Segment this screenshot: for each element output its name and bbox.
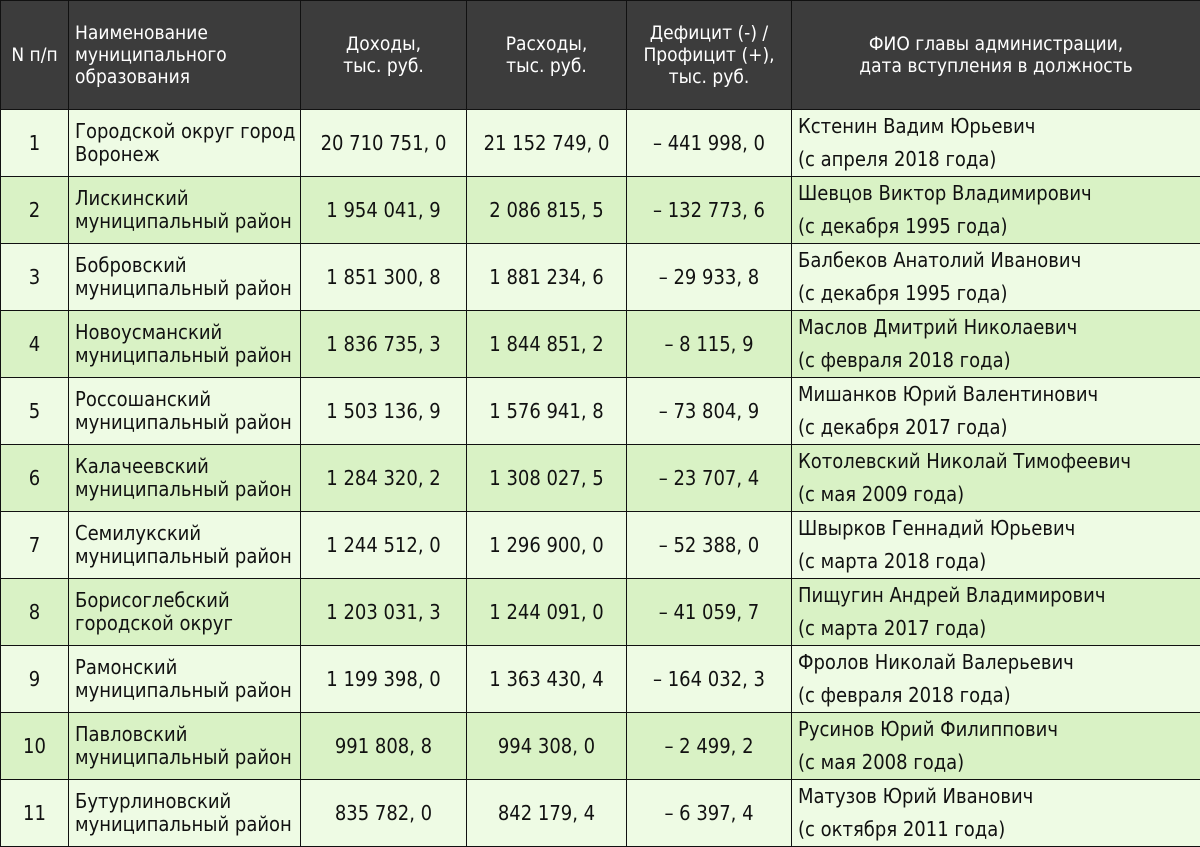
balance-value: – 73 804, 9 (659, 399, 760, 423)
municipality-name-line: Воронеж (75, 143, 300, 166)
income-cell (301, 244, 467, 311)
head-start-date: (с декабря 1995 года) (798, 210, 1200, 243)
municipality-name-line: муниципальный район (75, 545, 300, 568)
income-value: 1 203 031, 3 (326, 600, 440, 624)
balance-value: – 2 499, 2 (664, 734, 753, 758)
head-start-date: (с марта 2017 года) (798, 612, 1200, 645)
balance-cell (627, 512, 792, 579)
row-number: 3 (29, 265, 40, 289)
income-cell (301, 579, 467, 646)
head-full-name: Русинов Юрий Филиппович (798, 713, 1200, 746)
income-value: 1 199 398, 0 (326, 667, 440, 691)
expense-cell (467, 110, 627, 177)
balance-cell (627, 579, 792, 646)
municipality-name-cell (69, 177, 301, 244)
municipality-name-line: городской округ (75, 612, 300, 635)
balance-value: – 41 059, 7 (659, 600, 760, 624)
header-num: N п/п (1, 1, 69, 110)
row-number-cell (1, 780, 69, 847)
head-start-date: (с марта 2018 года) (798, 545, 1200, 578)
administration-head-cell (792, 713, 1200, 780)
table-row (1, 110, 1200, 177)
municipality-name-line: Россошанский (75, 388, 300, 411)
table-row (1, 244, 1200, 311)
row-number: 11 (23, 801, 46, 825)
municipality-name-line: Бобровский (75, 254, 300, 277)
administration-head-cell (792, 579, 1200, 646)
municipality-name-cell (69, 110, 301, 177)
balance-cell (627, 780, 792, 847)
expense-cell (467, 780, 627, 847)
expense-value: 21 152 749, 0 (484, 131, 610, 155)
expense-cell (467, 579, 627, 646)
income-cell (301, 646, 467, 713)
expense-value: 1 881 234, 6 (489, 265, 603, 289)
head-start-date: (с декабря 1995 года) (798, 277, 1200, 310)
table-row (1, 780, 1200, 847)
table-row (1, 177, 1200, 244)
row-number: 5 (29, 399, 40, 423)
table-row (1, 445, 1200, 512)
expense-value: 1 844 851, 2 (489, 332, 603, 356)
expense-cell (467, 378, 627, 445)
municipality-name-line: Новоусманский (75, 321, 300, 344)
header-expense: Расходы, тыс. руб. (467, 1, 627, 110)
administration-head-cell (792, 177, 1200, 244)
row-number: 6 (29, 466, 40, 490)
municipality-name-cell (69, 512, 301, 579)
table-row (1, 579, 1200, 646)
income-value: 1 503 136, 9 (326, 399, 440, 423)
municipality-name-line: муниципальный район (75, 210, 300, 233)
administration-head-cell (792, 378, 1200, 445)
administration-head-cell (792, 512, 1200, 579)
municipality-name-cell (69, 311, 301, 378)
head-start-date: (с февраля 2018 года) (798, 344, 1200, 377)
row-number-cell (1, 579, 69, 646)
municipality-name-line: Калачеевский (75, 455, 300, 478)
income-value: 1 244 512, 0 (326, 533, 440, 557)
expense-value: 1 363 430, 4 (489, 667, 603, 691)
balance-value: – 52 388, 0 (659, 533, 760, 557)
header-row (1, 1, 1200, 110)
expense-value: 2 086 815, 5 (489, 198, 603, 222)
balance-value: – 132 773, 6 (653, 198, 765, 222)
expense-cell (467, 512, 627, 579)
row-number: 2 (29, 198, 40, 222)
row-number: 9 (29, 667, 40, 691)
income-value: 20 710 751, 0 (321, 131, 447, 155)
municipality-name-line: муниципальный район (75, 344, 300, 367)
municipality-name-line: муниципальный район (75, 277, 300, 300)
balance-value: – 164 032, 3 (653, 667, 765, 691)
municipality-name-line: Борисоглебский (75, 589, 300, 612)
expense-value: 842 179, 4 (498, 801, 595, 825)
administration-head-cell (792, 445, 1200, 512)
expense-cell (467, 646, 627, 713)
expense-cell (467, 713, 627, 780)
row-number-cell (1, 378, 69, 445)
table-row (1, 512, 1200, 579)
income-cell (301, 378, 467, 445)
head-start-date: (с февраля 2018 года) (798, 679, 1200, 712)
head-full-name: Маслов Дмитрий Николаевич (798, 311, 1200, 344)
balance-cell (627, 244, 792, 311)
administration-head-cell (792, 110, 1200, 177)
header-balance: Дефицит (-) / Профицит (+), тыс. руб. (627, 1, 792, 110)
balance-cell (627, 110, 792, 177)
income-value: 1 836 735, 3 (326, 332, 440, 356)
administration-head-cell (792, 646, 1200, 713)
balance-cell (627, 713, 792, 780)
expense-value: 1 576 941, 8 (489, 399, 603, 423)
balance-value: – 23 707, 4 (659, 466, 760, 490)
balance-cell (627, 445, 792, 512)
municipality-name-line: Семилукский (75, 522, 300, 545)
head-full-name: Мишанков Юрий Валентинович (798, 378, 1200, 411)
municipality-name-cell (69, 244, 301, 311)
balance-cell (627, 646, 792, 713)
income-cell (301, 177, 467, 244)
expense-value: 994 308, 0 (498, 734, 595, 758)
expense-value: 1 296 900, 0 (489, 533, 603, 557)
income-cell (301, 713, 467, 780)
head-full-name: Швырков Геннадий Юрьевич (798, 512, 1200, 545)
table-row (1, 713, 1200, 780)
row-number-cell (1, 177, 69, 244)
income-cell (301, 780, 467, 847)
municipality-name-line: муниципальный район (75, 679, 300, 702)
row-number: 7 (29, 533, 40, 557)
head-start-date: (с мая 2009 года) (798, 478, 1200, 511)
administration-head-cell (792, 780, 1200, 847)
municipality-name-line: муниципальный район (75, 746, 300, 769)
expense-cell (467, 177, 627, 244)
municipality-name-cell (69, 646, 301, 713)
head-full-name: Котолевский Николай Тимофеевич (798, 445, 1200, 478)
income-value: 1 284 320, 2 (326, 466, 440, 490)
row-number-cell (1, 445, 69, 512)
head-full-name: Балбеков Анатолий Иванович (798, 244, 1200, 277)
header-income: Доходы, тыс. руб. (301, 1, 467, 110)
head-start-date: (с апреля 2018 года) (798, 143, 1200, 176)
municipality-name-line: Рамонский (75, 656, 300, 679)
municipality-name-cell (69, 579, 301, 646)
row-number-cell (1, 713, 69, 780)
administration-head-cell (792, 244, 1200, 311)
municipality-name-cell (69, 445, 301, 512)
row-number-cell (1, 646, 69, 713)
expense-cell (467, 311, 627, 378)
header-head: ФИО главы администрации, дата вступления в должность (792, 1, 1200, 110)
row-number: 10 (23, 734, 46, 758)
table-row (1, 646, 1200, 713)
income-value: 1 954 041, 9 (326, 198, 440, 222)
head-full-name: Матузов Юрий Иванович (798, 780, 1200, 813)
row-number-cell (1, 244, 69, 311)
income-cell (301, 110, 467, 177)
balance-cell (627, 311, 792, 378)
balance-value: – 6 397, 4 (664, 801, 753, 825)
expense-cell (467, 244, 627, 311)
income-value: 835 782, 0 (335, 801, 432, 825)
municipality-name-cell (69, 378, 301, 445)
administration-head-cell (792, 311, 1200, 378)
municipality-name-line: Городской округ город (75, 120, 300, 143)
income-cell (301, 445, 467, 512)
municipality-name-cell (69, 780, 301, 847)
municipality-name-line: Павловский (75, 723, 300, 746)
municipality-name-line: Лискинский (75, 187, 300, 210)
municipality-name-line: муниципальный район (75, 478, 300, 501)
row-number: 1 (29, 131, 40, 155)
header-name: Наименование муниципального образования (69, 1, 301, 110)
table-row (1, 378, 1200, 445)
balance-cell (627, 378, 792, 445)
head-full-name: Фролов Николай Валерьевич (798, 646, 1200, 679)
table-row (1, 311, 1200, 378)
expense-cell (467, 445, 627, 512)
row-number: 8 (29, 600, 40, 624)
balance-value: – 441 998, 0 (653, 131, 765, 155)
income-cell (301, 512, 467, 579)
municipality-name-line: муниципальный район (75, 813, 300, 836)
head-full-name: Шевцов Виктор Владимирович (798, 177, 1200, 210)
row-number-cell (1, 512, 69, 579)
income-value: 1 851 300, 8 (326, 265, 440, 289)
municipality-name-line: Бутурлиновский (75, 790, 300, 813)
head-start-date: (с октября 2011 года) (798, 813, 1200, 846)
balance-cell (627, 177, 792, 244)
balance-value: – 29 933, 8 (659, 265, 760, 289)
head-full-name: Пищугин Андрей Владимирович (798, 579, 1200, 612)
head-start-date: (с мая 2008 года) (798, 746, 1200, 779)
head-start-date: (с декабря 2017 года) (798, 411, 1200, 444)
income-value: 991 808, 8 (335, 734, 432, 758)
income-cell (301, 311, 467, 378)
table-body (1, 110, 1200, 847)
head-full-name: Кстенин Вадим Юрьевич (798, 110, 1200, 143)
municipality-name-cell (69, 713, 301, 780)
row-number-cell (1, 311, 69, 378)
expense-value: 1 244 091, 0 (489, 600, 603, 624)
row-number: 4 (29, 332, 40, 356)
expense-value: 1 308 027, 5 (489, 466, 603, 490)
municipality-name-line: муниципальный район (75, 411, 300, 434)
row-number-cell (1, 110, 69, 177)
balance-value: – 8 115, 9 (664, 332, 753, 356)
